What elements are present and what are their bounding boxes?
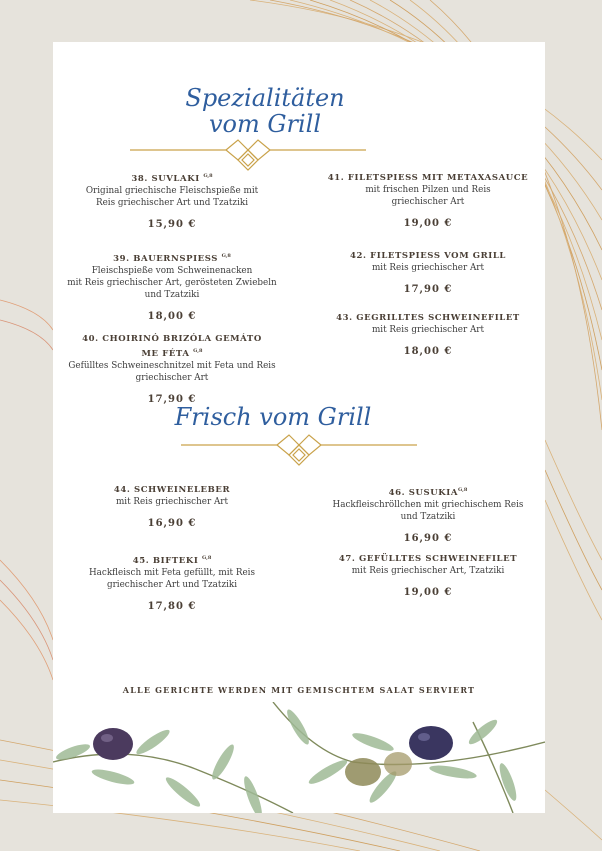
item-price: 17,90 € [403,284,453,295]
item-name: 43. GEGRILLTES SCHWEINEFILET [336,313,520,323]
item-description: mit frischen Pilzen und Reis griechischer Art [365,185,491,207]
item-description: Gefülltes Schweineschnitzel mit Feta und Reis griechischer Art [68,360,276,383]
item-description: mit Reis griechischer Art, Tzatziki [351,566,505,576]
olive-branch-illustration [53,702,545,813]
section-title-grill-specialties-line2: vom Grill [208,110,322,138]
item-name: 41. FILETSPIESS MIT METAXASAUCE [327,173,529,183]
item-description: mit Reis griechischer Art [371,325,485,335]
item-name: 42. FILETSPIESS VOM GRILL [349,251,507,261]
menu-card [53,42,545,813]
menu-item-44 [67,484,277,529]
item-name: 44. SCHWEINELEBER [113,485,231,495]
item-price: 18,00 € [403,346,453,357]
menu-item-46 [315,484,541,544]
item-description: Fleischspieße vom Schweinenacken mit Reis griechischer Art, gerösteten Zwiebeln und Tzatziki [67,265,277,300]
menu-item-43 [315,312,541,357]
item-price: 18,00 € [147,310,197,322]
item-description: mit Reis griechischer Art [115,497,229,507]
menu-item-40 [57,333,287,405]
item-name: 45. BIFTEKI $^{G,8}$ [132,555,212,566]
item-description: Original griechische Fleischspieße mit Reis griechischer Art und Tzatziki [85,185,259,208]
section-title-fresh-from-grill: Frisch vom Grill [174,403,372,431]
menu-item-38 [67,170,277,230]
item-price: 15,90 € [147,218,197,230]
item-name: 38. SUVLAKI $^{G,8}$ [131,173,213,184]
menu-item-42 [315,250,541,295]
menu-item-39 [57,250,287,322]
item-name: 46. $SUSUKIA^{G,8}$ [388,487,468,498]
item-name: 47. GEFÜLLTES SCHWEINEFILET [338,554,518,564]
menu-item-45 [67,552,277,612]
item-description: Hackfleischröllchen mit griechischem Reis und Tzatziki [332,499,524,522]
menu-item-47 [315,553,541,598]
menu-item-41 [315,172,541,229]
item-price: 16,90 € [403,532,453,544]
ornament-divider [181,433,417,471]
item-description: Hackfleisch mit Feta gefüllt, mit Reis griechischer Art und Tzatziki [88,567,255,590]
item-price: 19,00 € [403,218,453,229]
item-name: 40. CHOIRINÓ BRIZÓLA GEMÁTO ME FÉTA $^{G,8}$ [82,334,262,359]
item-price: 17,80 € [147,600,197,612]
footer-salad-note: ALLE GERICHTE WERDEN MIT GEMISCHTEM SALAT SERVIERT [122,685,476,695]
item-price: 17,90 € [147,393,197,405]
item-description: mit Reis griechischer Art [371,263,485,273]
item-price: 16,90 € [147,518,197,529]
item-name: 39. BAUERNSPIESS $^{G,8}$ [113,253,231,264]
section-title-grill-specialties-line1: Spezialitäten [185,84,345,112]
item-price: 19,00 € [403,587,453,598]
